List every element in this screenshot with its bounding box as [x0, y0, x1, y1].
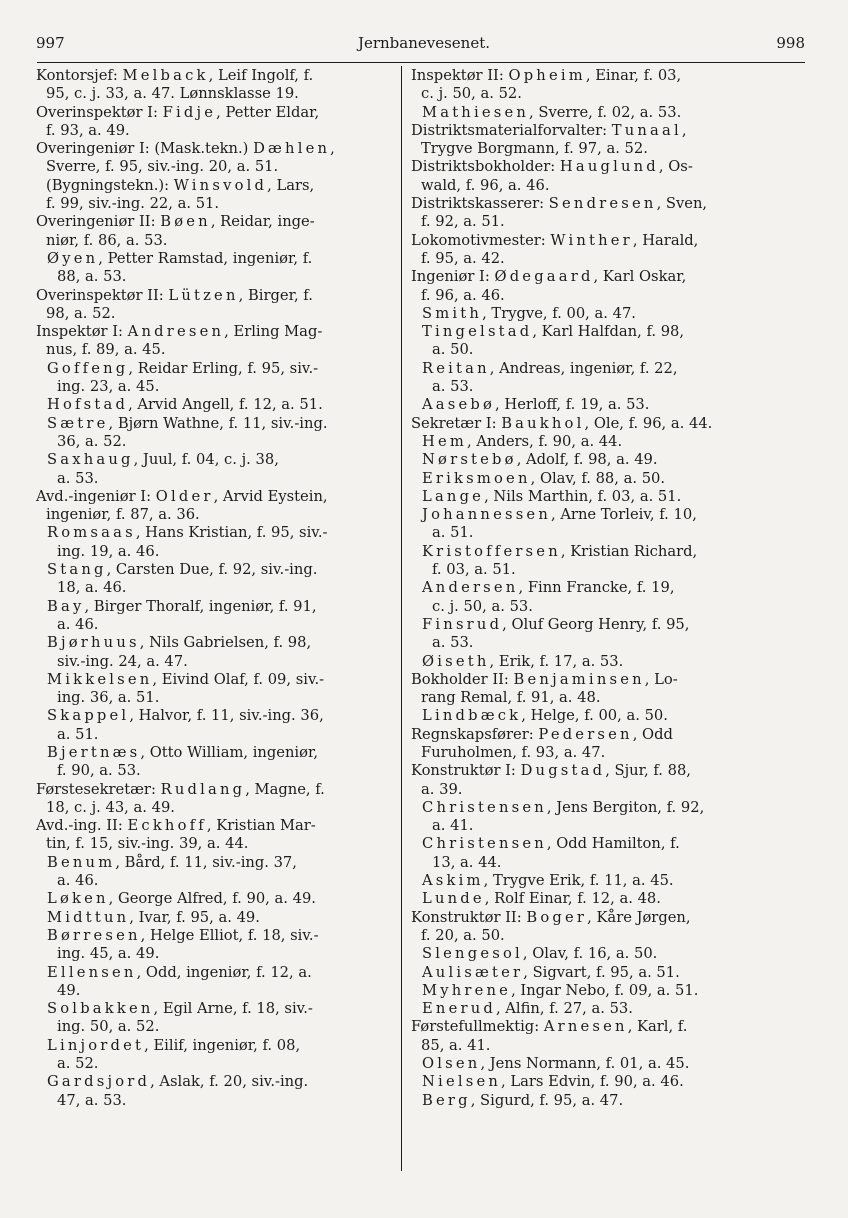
surname: Lindbæck: [422, 707, 522, 725]
entry-text: a. 52.: [57, 1055, 99, 1073]
list-item: [411, 104, 765, 122]
entry-text: , Harald,: [632, 231, 699, 249]
list-item: [411, 360, 765, 397]
list-item: [411, 799, 765, 836]
entry-text: , Odd Hamilton, f.: [546, 835, 680, 853]
surname: Aulisæter: [422, 963, 524, 981]
entry-text: , Otto William, ingeniør,: [140, 743, 319, 761]
entry-text: , Birger, f.: [238, 286, 313, 304]
surname: Opheim: [508, 67, 586, 84]
entry-text: f. 20, a. 50.: [421, 926, 505, 944]
entry-text: , Os-: [658, 158, 693, 176]
entry-text: a. 53.: [432, 378, 474, 396]
list-item: [36, 707, 392, 744]
header-rule: [37, 62, 805, 63]
entry-text: 36, a. 52.: [57, 432, 127, 450]
entry-text: , Eivind Olaf, f. 09, siv.-: [152, 670, 325, 688]
list-item: [411, 1055, 765, 1073]
entry-text: Lokomotivmester:: [411, 231, 551, 249]
surname: Eriksmoen: [422, 469, 531, 487]
entry-text: a. 46.: [57, 872, 99, 890]
entry-text: Avd.-ing. II:: [36, 817, 128, 835]
entry-text: Førstesekretær:: [36, 780, 161, 798]
surname: Berg: [422, 1091, 471, 1109]
list-item: [36, 854, 392, 891]
entry-text: , Birger Thoralf, ingeniør, f. 91,: [84, 597, 317, 615]
entry-text: Distriktsbokholder:: [411, 158, 560, 176]
list-item: [36, 1000, 392, 1037]
entry-text: f. 92, a. 51.: [421, 213, 505, 231]
entry-text: , Helge, f. 00, a. 50.: [521, 707, 668, 725]
list-item: [411, 396, 765, 414]
entry-text: ing. 36, a. 51.: [57, 689, 160, 707]
surname: Eckhoff: [127, 817, 207, 835]
list-item: [36, 488, 392, 525]
list-item: [36, 1073, 392, 1110]
list-item: [36, 360, 392, 397]
entry-text: , Kristian Mar-: [206, 817, 316, 835]
surname: Arnesen: [543, 1018, 628, 1036]
surname: Enerud: [422, 1000, 496, 1018]
surname: Lunde: [422, 890, 485, 908]
entry-text: Inspektør II:: [411, 67, 509, 84]
entry-text: , Nils Gabrielsen, f. 98,: [139, 634, 312, 652]
list-item: [36, 140, 392, 213]
entry-text: , Karl Halfdan, f. 98,: [532, 323, 685, 341]
entry-text: , Sigurd, f. 95, a. 47.: [470, 1091, 624, 1109]
entry-text: Førstefullmektig:: [411, 1018, 544, 1036]
surname: Lange: [422, 487, 485, 505]
list-item: [411, 653, 765, 671]
surname: Rudlang: [160, 780, 246, 798]
running-title: Jernbanevesenet.: [357, 34, 491, 52]
surname: Baukhol: [501, 414, 585, 432]
list-item: [36, 67, 392, 104]
surname: Hofstad: [47, 396, 129, 414]
surname: Bay: [47, 597, 85, 615]
entry-text: Distriktskasserer:: [411, 195, 549, 213]
list-item: [411, 1092, 765, 1110]
entry-text: , Egil Arne, f. 18, siv.-: [153, 1000, 313, 1018]
entry-text: niør, f. 86, a. 53.: [46, 231, 168, 249]
right-page-number: 998: [776, 34, 805, 52]
list-item: [411, 1000, 765, 1018]
entry-text: , Kåre Jørgen,: [587, 908, 691, 926]
list-item: [36, 250, 392, 287]
entry-text: c. j. 50, a. 52.: [421, 85, 522, 103]
entry-text: siv.-ing. 24, a. 47.: [57, 652, 188, 670]
entry-text: , Odd, ingeniør, f. 12, a.: [136, 963, 312, 981]
list-item: [411, 872, 765, 890]
list-item: [36, 561, 392, 598]
surname: Bjertnæs: [47, 743, 141, 761]
entry-text: rang Remal, f. 91, a. 48.: [421, 689, 601, 707]
entry-text: Furuholmen, f. 93, a. 47.: [421, 743, 606, 761]
entry-text: , Halvor, f. 11, siv.-ing. 36,: [129, 707, 324, 725]
entry-text: nus, f. 89, a. 45.: [46, 341, 166, 359]
entry-text: , Sjur, f. 88,: [605, 762, 691, 780]
entry-text: (Bygningstekn.):: [46, 176, 174, 194]
entry-text: Regnskapsfører:: [411, 725, 539, 743]
list-item: [36, 213, 392, 250]
surname: Pedersen: [538, 725, 633, 743]
entry-text: , Alfin, f. 27, a. 53.: [495, 1000, 633, 1018]
list-item: [411, 67, 765, 104]
entry-text: a. 50.: [432, 341, 474, 359]
entry-text: Konstruktør I:: [411, 762, 521, 780]
entry-text: , Finn Francke, f. 19,: [518, 579, 675, 597]
list-item: [36, 634, 392, 671]
surname: Dugstad: [520, 762, 606, 780]
entry-text: , Einar, f. 03,: [585, 67, 682, 84]
surname: Andersen: [422, 579, 519, 597]
list-item: [411, 451, 765, 469]
entry-text: , Karl, f.: [627, 1018, 688, 1036]
entry-text: 18, c. j. 43, a. 49.: [46, 798, 175, 816]
surname: Skappel: [47, 707, 130, 725]
entry-text: a. 51.: [57, 725, 99, 743]
surname: Askim: [422, 872, 484, 890]
surname: Midttun: [47, 908, 130, 926]
entry-text: a. 51.: [432, 524, 474, 542]
entry-text: ing. 19, a. 46.: [57, 542, 160, 560]
entry-text: a. 53.: [432, 634, 474, 652]
entry-text: , Jens Bergiton, f. 92,: [546, 798, 705, 816]
surname: Johannessen: [422, 506, 551, 524]
list-item: [36, 781, 392, 818]
entry-text: , Reidar, inge-: [210, 213, 315, 231]
entry-text: f. 95, a. 42.: [421, 249, 505, 267]
list-item: [36, 671, 392, 708]
list-item: [411, 323, 765, 360]
list-item: [411, 232, 765, 269]
surname: Christensen: [422, 798, 547, 816]
entry-text: , Trygve Erik, f. 11, a. 45.: [483, 872, 674, 890]
surname: Hem: [422, 432, 468, 450]
entry-text: , Trygve, f. 00, a. 47.: [482, 304, 636, 322]
list-item: [411, 579, 765, 616]
list-item: [411, 945, 765, 963]
surname: Børresen: [47, 926, 141, 944]
list-item: [411, 909, 765, 946]
surname: Mathiesen: [422, 103, 530, 121]
surname: Slengesol: [422, 945, 523, 963]
entry-text: , Olav, f. 16, a. 50.: [522, 945, 658, 963]
surname: Winsvold: [173, 176, 268, 194]
surname: Olsen: [422, 1055, 481, 1073]
list-item: [36, 927, 392, 964]
list-item: [411, 268, 765, 305]
entry-text: a. 39.: [421, 780, 463, 798]
list-item: [411, 762, 765, 799]
entry-text: a. 41.: [432, 817, 474, 835]
entry-text: , Carsten Due, f. 92, siv.-ing.: [106, 561, 318, 579]
surname: Fidje: [162, 103, 217, 121]
list-item: [36, 744, 392, 781]
entry-text: Kontorsjef:: [36, 67, 123, 84]
surname: Lützen: [168, 286, 239, 304]
surname: Romsaas: [47, 524, 136, 542]
entry-text: ing. 23, a. 45.: [57, 378, 160, 396]
column-divider: [401, 66, 402, 1171]
surname: Gardsjord: [47, 1073, 151, 1091]
surname: Boger: [526, 908, 588, 926]
entry-text: , Hans Kristian, f. 95, siv.-: [135, 524, 328, 542]
list-item: [36, 396, 392, 414]
list-item: [411, 1018, 765, 1055]
entry-text: , Arvid Angell, f. 12, a. 51.: [128, 396, 323, 414]
entry-text: 47, a. 53.: [57, 1091, 127, 1109]
entry-text: f. 93, a. 49.: [46, 121, 130, 139]
list-item: [411, 1073, 765, 1091]
surname: Winther: [550, 231, 633, 249]
entry-text: Sekretær I:: [411, 414, 502, 432]
entry-text: 88, a. 53.: [57, 268, 127, 286]
surname: Bøen: [160, 213, 211, 231]
surname: Bjørhuus: [47, 634, 140, 652]
surname: Ødegaard: [494, 268, 594, 286]
entry-text: Avd.-ingeniør I:: [36, 487, 156, 505]
surname: Benum: [47, 853, 116, 871]
entry-text: , Adolf, f. 98, a. 49.: [516, 451, 658, 469]
entry-text: , Sven,: [656, 195, 708, 213]
surname: Finsrud: [422, 615, 503, 633]
entry-text: , Andreas, ingeniør, f. 22,: [489, 359, 678, 377]
entry-text: , Magne, f.: [245, 780, 325, 798]
list-item: [411, 616, 765, 653]
surname: Øyen: [47, 249, 99, 267]
entry-text: c. j. 50, a. 53.: [432, 597, 533, 615]
surname: Older: [155, 487, 214, 505]
entry-text: , Jens Normann, f. 01, a. 45.: [480, 1055, 690, 1073]
entry-text: a. 46.: [57, 615, 99, 633]
right-column: [411, 67, 765, 1110]
list-item: [411, 305, 765, 323]
entry-text: , Juul, f. 04, c. j. 38,: [133, 451, 279, 469]
list-item: [36, 451, 392, 488]
surname: Solbakken: [47, 1000, 154, 1018]
entry-text: , Lo-: [644, 670, 678, 688]
surname: Sætre: [47, 414, 109, 432]
surname: Saxhaug: [47, 451, 134, 469]
list-item: [411, 470, 765, 488]
entry-text: , Olav, f. 88, a. 50.: [530, 469, 666, 487]
surname: Aasebø: [422, 396, 496, 414]
entry-text: , Petter Eldar,: [216, 103, 320, 121]
entry-text: , Sverre, f. 02, a. 53.: [529, 103, 682, 121]
entry-text: , Reidar Erling, f. 95, siv.-: [128, 359, 319, 377]
list-item: [411, 982, 765, 1000]
list-item: [411, 671, 765, 708]
entry-text: , Ivar, f. 95, a. 49.: [129, 908, 260, 926]
entry-text: 85, a. 41.: [421, 1036, 491, 1054]
list-item: [36, 817, 392, 854]
list-item: [36, 964, 392, 1001]
entry-text: Sverre, f. 95, siv.-ing. 20, a. 51.: [46, 158, 279, 176]
entry-text: , Lars Edvin, f. 90, a. 46.: [501, 1073, 684, 1091]
entry-text: , Kristian Richard,: [560, 542, 698, 560]
entry-text: Bokholder II:: [411, 670, 514, 688]
list-item: [411, 415, 765, 433]
surname: Smith: [422, 304, 483, 322]
list-item: [36, 1037, 392, 1074]
entry-text: , Anders, f. 90, a. 44.: [467, 432, 623, 450]
entry-text: , Herloff, f. 19, a. 53.: [495, 396, 650, 414]
list-item: [36, 524, 392, 561]
surname: Hauglund: [559, 158, 659, 176]
entry-text: f. 99, siv.-ing. 22, a. 51.: [46, 195, 220, 213]
entry-text: Konstruktør II:: [411, 908, 527, 926]
list-item: [411, 890, 765, 908]
entry-text: Distriktsmaterialforvalter:: [411, 121, 612, 139]
entry-text: f. 90, a. 53.: [57, 762, 141, 780]
list-item: [36, 598, 392, 635]
entry-text: , Lars,: [267, 176, 315, 194]
entry-text: tin, f. 15, siv.-ing. 39, a. 44.: [46, 835, 249, 853]
list-item: [411, 543, 765, 580]
entry-text: , Ingar Nebo, f. 09, a. 51.: [511, 981, 699, 999]
entry-text: ,: [330, 140, 335, 158]
surname: Kristoffersen: [422, 542, 561, 560]
entry-text: Overinspektør II:: [36, 286, 169, 304]
surname: Tunaal: [611, 121, 682, 139]
surname: Løken: [47, 890, 109, 908]
entry-text: , Sigvart, f. 95, a. 51.: [523, 963, 680, 981]
entry-text: , Petter Ramstad, ingeniør, f.: [98, 249, 313, 267]
list-item: [36, 323, 392, 360]
list-item: [411, 964, 765, 982]
entry-text: , Erik, f. 17, a. 53.: [489, 652, 624, 670]
list-item: [411, 488, 765, 506]
entry-text: Overingeniør II:: [36, 213, 161, 231]
entry-text: , Arvid Eystein,: [213, 487, 328, 505]
entry-text: ing. 45, a. 49.: [57, 945, 160, 963]
entry-text: Overinspektør I:: [36, 103, 163, 121]
surname: Andresen: [127, 323, 225, 341]
entry-text: , Eilif, ingeniør, f. 08,: [144, 1036, 301, 1054]
entry-text: , Bjørn Wathne, f. 11, siv.-ing.: [108, 414, 328, 432]
entry-text: ing. 50, a. 52.: [57, 1018, 160, 1036]
entry-text: , Bård, f. 11, siv.-ing. 37,: [115, 853, 297, 871]
entry-text: , George Alfred, f. 90, a. 49.: [108, 890, 316, 908]
entry-text: 95, c. j. 33, a. 47. Lønnsklasse 19.: [46, 85, 299, 103]
list-item: [36, 890, 392, 908]
entry-text: , Leif Ingolf, f.: [208, 67, 314, 84]
surname: Mikkelsen: [47, 670, 153, 688]
surname: Nielsen: [422, 1073, 502, 1091]
entry-text: 18, a. 46.: [57, 579, 127, 597]
list-item: [411, 158, 765, 195]
entry-text: 13, a. 44.: [432, 853, 502, 871]
entry-text: Inspektør I:: [36, 323, 128, 341]
list-item: [411, 726, 765, 763]
list-item: [411, 506, 765, 543]
entry-text: Overingeniør I: (Mask.tekn.): [36, 140, 254, 158]
list-item: [411, 195, 765, 232]
entry-text: Trygve Borgmann, f. 97, a. 52.: [421, 140, 648, 158]
list-item: [36, 415, 392, 452]
left-page-number: 997: [36, 34, 65, 52]
entry-text: a. 53.: [57, 469, 99, 487]
entry-text: , Erling Mag-: [224, 323, 323, 341]
entry-text: wald, f. 96, a. 46.: [421, 176, 550, 194]
entry-text: , Karl Oskar,: [593, 268, 687, 286]
surname: Ellensen: [47, 963, 137, 981]
surname: Nørstebø: [422, 451, 517, 469]
surname: Reitan: [422, 359, 490, 377]
entry-text: , Nils Marthin, f. 03, a. 51.: [484, 487, 682, 505]
list-item: [36, 104, 392, 141]
surname: Tingelstad: [422, 323, 533, 341]
surname: Linjordet: [47, 1036, 145, 1054]
list-item: [411, 707, 765, 725]
surname: Dæhlen: [253, 140, 331, 158]
list-item: [411, 433, 765, 451]
surname: Melback: [122, 67, 209, 84]
entry-text: , Arne Torleiv, f. 10,: [550, 506, 697, 524]
left-column: [36, 67, 392, 1110]
entry-text: ,: [681, 121, 687, 139]
entry-text: , Ole, f. 96, a. 44.: [584, 414, 713, 432]
entry-text: 49.: [57, 981, 81, 999]
entry-text: , Rolf Einar, f. 12, a. 48.: [484, 890, 661, 908]
entry-text: 98, a. 52.: [46, 304, 116, 322]
entry-text: , Odd: [632, 725, 673, 743]
entry-text: Ingeniør I:: [411, 268, 495, 286]
entry-text: f. 03, a. 51.: [432, 561, 516, 579]
surname: Christensen: [422, 835, 547, 853]
entry-text: ingeniør, f. 87, a. 36.: [46, 506, 200, 524]
list-item: [411, 835, 765, 872]
list-item: [36, 909, 392, 927]
surname: Goffeng: [47, 359, 129, 377]
surname: Benjaminsen: [513, 670, 645, 688]
list-item: [36, 287, 392, 324]
entry-text: f. 96, a. 46.: [421, 286, 505, 304]
entry-text: , Helge Elliot, f. 18, siv.-: [140, 926, 319, 944]
list-item: [411, 122, 765, 159]
surname: Øiseth: [422, 652, 490, 670]
entry-text: , Aslak, f. 20, siv.-ing.: [150, 1073, 309, 1091]
surname: Stang: [47, 561, 107, 579]
entry-text: , Oluf Georg Henry, f. 95,: [502, 615, 690, 633]
surname: Myhrene: [422, 981, 512, 999]
surname: Sendresen: [548, 195, 657, 213]
